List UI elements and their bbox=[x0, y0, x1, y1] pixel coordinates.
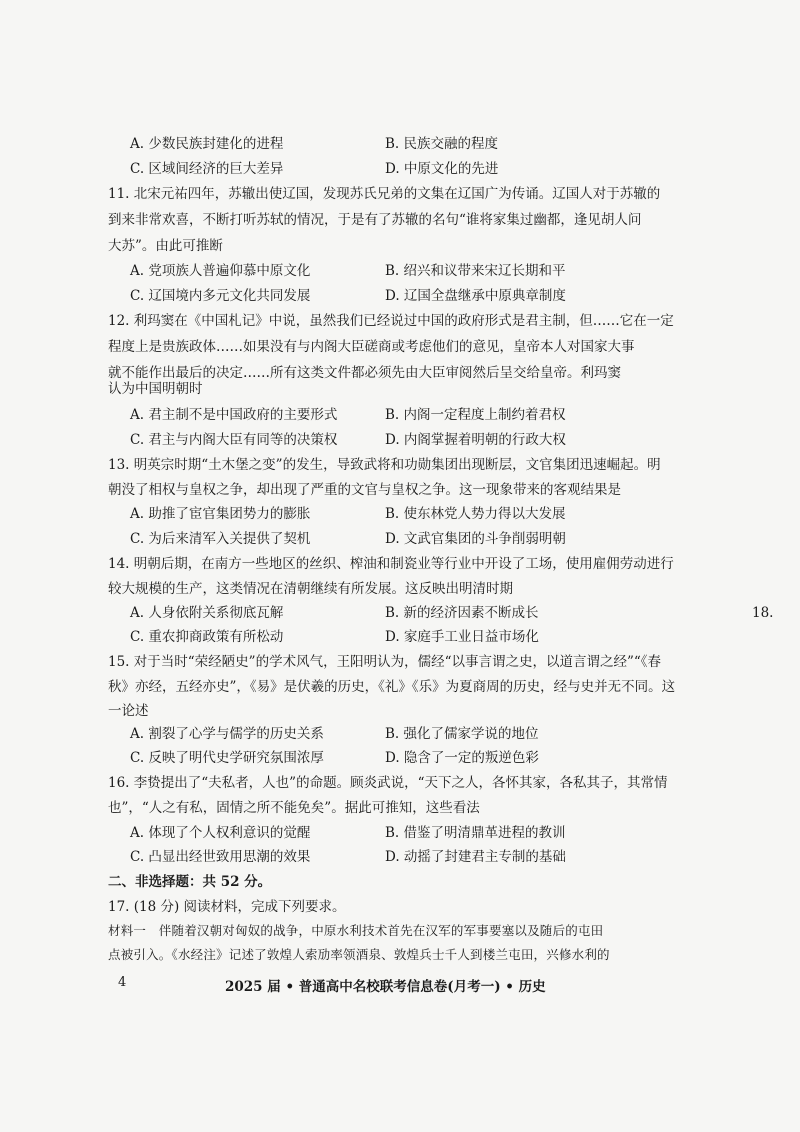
q15-stem-line: 15. 对于当时“荣经陋史”的学术风气，王阳明认为，儒经“以事言谓之史，以道言谓之经”“《春 bbox=[108, 654, 662, 670]
q17-material-line: 点被引入。《水经注》记述了敦煌人索劢率领酒泉、敦煌兵士千人到楼兰屯田，兴修水利的 bbox=[108, 947, 610, 962]
q12-stem-line: 程度上是贵族政体……如果没有与内阁大臣磋商或考虑他们的意见，皇帝本人对国家大事 bbox=[108, 339, 635, 355]
q13-option-d: D. 文武官集团的斗争削弱明朝 bbox=[385, 531, 566, 547]
q14-option-c: C. 重农抑商政策有所松动 bbox=[130, 629, 284, 645]
q15-option-d: D. 隐含了一定的叛逆色彩 bbox=[385, 750, 539, 766]
q11-options-row2 bbox=[130, 287, 690, 305]
q16-option-b: B. 借鉴了明清鼎革进程的教训 bbox=[385, 825, 566, 841]
q14-stem-line: 14. 明朝后期，在南方一些地区的丝织、榨油和制瓷业等行业中开设了工场，使用雇佣劳动进行 bbox=[108, 556, 674, 572]
q13-stem-line: 朝没了相权与皇权之争，却出现了严重的文官与皇权之争。这一现象带来的客观结果是 bbox=[108, 482, 621, 498]
q13-option-a: A. 助推了宦官集团势力的膨胀 bbox=[130, 506, 311, 522]
q12-stem-line: 就不能作出最后的决定……所有这类文件都必须先由大臣审阅然后呈交给皇帝。利玛窦 bbox=[108, 365, 621, 381]
q12-stem-line: 12. 利玛窦在《中国札记》中说，虽然我们已经说过中国的政府形式是君主制，但……它在一定 bbox=[108, 313, 674, 329]
q16-options-row2 bbox=[130, 848, 690, 866]
q10-options-row2 bbox=[130, 160, 690, 178]
q16-option-d: D. 动摇了封建君主专制的基础 bbox=[385, 849, 566, 865]
q11-option-d: D. 辽国全盘继承中原典章制度 bbox=[385, 288, 566, 304]
q13-option-c: C. 为后来清军入关提供了契机 bbox=[130, 531, 311, 547]
q11-option-a: A. 党项族人普遍仰慕中原文化 bbox=[130, 263, 311, 279]
q12-option-d: D. 内阁掌握着明朝的行政大权 bbox=[385, 432, 566, 448]
q11-stem-line: 到来非常欢喜，不断打听苏轼的情况，于是有了苏辙的名句“谁将家集过幽都，逢见胡人问 bbox=[108, 212, 642, 228]
q10-option-b: B. 民族交融的程度 bbox=[385, 136, 499, 152]
q11-options-row1 bbox=[130, 262, 690, 280]
q11-stem-line: 大苏”。由此可推断 bbox=[108, 238, 223, 254]
page-number: 4 bbox=[118, 975, 127, 990]
q10-option-d: D. 中原文化的先进 bbox=[385, 161, 499, 177]
q14-stem-line: 较大规模的生产，这类情况在清朝继续有所发展。这反映出明清时期 bbox=[108, 581, 513, 597]
q15-option-a: A. 割裂了心学与儒学的历史关系 bbox=[130, 726, 324, 742]
q12-option-c: C. 君主与内阁大臣有同等的决策权 bbox=[130, 432, 338, 448]
q15-option-c: C. 反映了明代史学研究氛围浓厚 bbox=[130, 750, 324, 766]
q14-option-b: B. 新的经济因素不断成长 bbox=[385, 605, 539, 621]
q12-stem-line: 认为中国明朝时 bbox=[108, 381, 203, 397]
q15-stem-line: 秋》亦经，五经亦史”，《易》是伏羲的历史，《礼》《乐》为夏商周的历史，经与史并无不同。这 bbox=[108, 679, 676, 695]
q13-stem-line: 13. 明英宗时期“土木堡之变”的发生，导致武将和功勋集团出现断层，文官集团迅速崛起。明 bbox=[108, 457, 661, 473]
q12-options-row1 bbox=[130, 406, 690, 424]
q12-option-a: A. 君主制不是中国政府的主要形式 bbox=[130, 407, 338, 423]
q16-stem-line: 也”，“人之有私，固情之所不能免矣”。据此可推知，这些看法 bbox=[108, 800, 480, 816]
q16-stem-line: 16. 李贽提出了“夫私者，人也”的命题。顾炎武说，“天下之人，各怀其家，各私其子，其常情 bbox=[108, 775, 668, 791]
q10-options-row1 bbox=[130, 135, 690, 153]
q15-option-b: B. 强化了儒家学说的地位 bbox=[385, 726, 539, 742]
section-heading: 二、非选择题：共 52 分。 bbox=[108, 874, 272, 890]
q12-options-row2 bbox=[130, 431, 690, 449]
q15-options-row2 bbox=[130, 749, 690, 767]
q14-options-row1 bbox=[130, 604, 690, 622]
q11-option-c: C. 辽国境内多元文化共同发展 bbox=[130, 288, 311, 304]
q14-option-a: A. 人身依附关系彻底瓦解 bbox=[130, 605, 284, 621]
footer-title: 2025 届 • 普通高中名校联考信息卷(月考一) • 历史 bbox=[225, 979, 546, 995]
q10-option-c: C. 区域间经济的巨大差异 bbox=[130, 161, 284, 177]
q13-option-b: B. 使东林党人势力得以大发展 bbox=[385, 506, 566, 522]
q13-options-row1 bbox=[130, 505, 690, 523]
q14-option-d: D. 家庭手工业日益市场化 bbox=[385, 629, 539, 645]
q14-options-row2 bbox=[130, 628, 690, 646]
q16-option-a: A. 体现了个人权利意识的觉醒 bbox=[130, 825, 311, 841]
q10-option-a: A. 少数民族封建化的进程 bbox=[130, 136, 284, 152]
side-question-number: 18. bbox=[752, 605, 774, 621]
q12-option-b: B. 内阁一定程度上制约着君权 bbox=[385, 407, 566, 423]
q15-options-row1 bbox=[130, 725, 690, 743]
q17-material-line: 材料一 伴随着汉朝对匈奴的战争，中原水利技术首先在汉军的军事要塞以及随后的屯田 bbox=[108, 923, 604, 938]
q11-option-b: B. 绍兴和议带来宋辽长期和平 bbox=[385, 263, 566, 279]
q16-options-row1 bbox=[130, 824, 690, 842]
q16-option-c: C. 凸显出经世致用思潮的效果 bbox=[130, 849, 311, 865]
q15-stem-line: 一论述 bbox=[108, 703, 149, 719]
q13-options-row2 bbox=[130, 530, 690, 548]
q17-stem: 17. (18 分) 阅读材料，完成下列要求。 bbox=[108, 899, 346, 915]
q11-stem-line: 11. 北宋元祐四年，苏辙出使辽国，发现苏氏兄弟的文集在辽国广为传诵。辽国人对于苏辙的 bbox=[108, 186, 661, 202]
